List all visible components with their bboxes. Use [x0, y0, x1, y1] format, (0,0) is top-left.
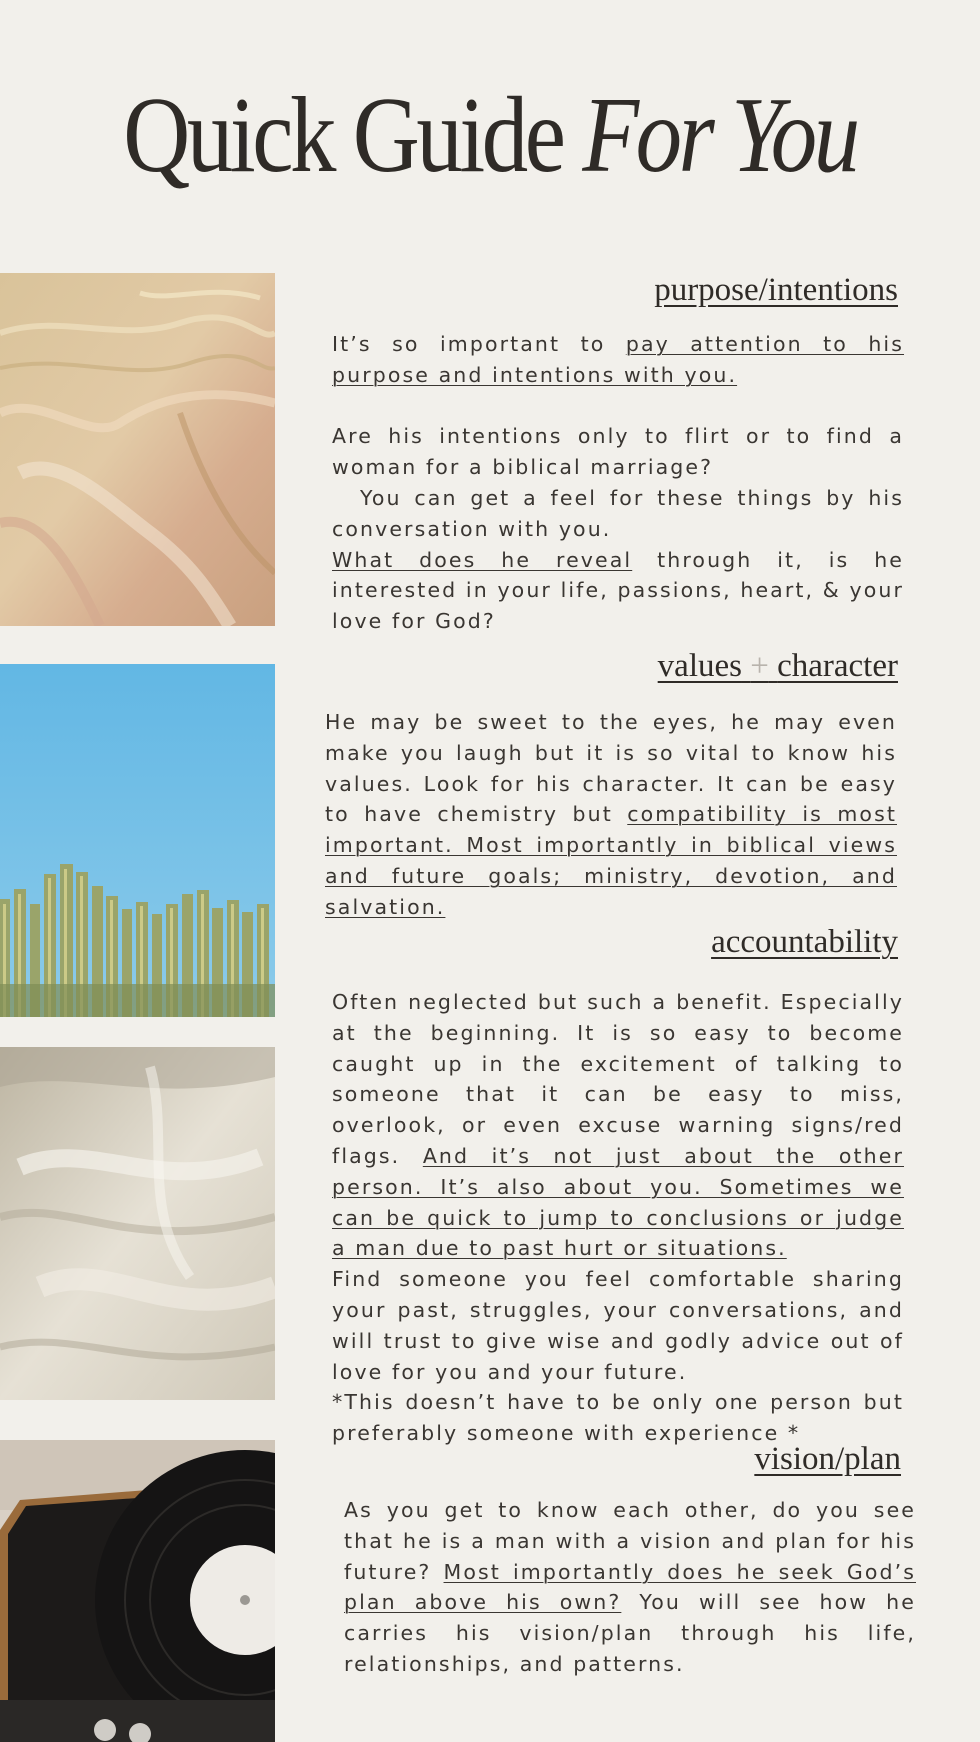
values-character-text: He may be sweet to the eyes, he may even make you laugh but it is so vital to know his values. Look for his character. It can be easy to have chemistry but compatibility is most important. Most importantly in biblical views and future goals; ministry, devotion, and salvation. — [325, 710, 897, 919]
cactus-sky-photo — [0, 664, 275, 1017]
title-main: Quick Guide — [123, 76, 563, 195]
linen-sheets-photo — [0, 1047, 275, 1400]
accountability-text: Often neglected but such a benefit. Especially at the beginning. It is so easy to become caught up in the excitement of talking to someone that it can be easy to miss, overlook, or even excuse warning signs/red flags. And it’s not just about the other person. It’s also about you. Sometimes we can be quick to jump to conclusions or judge a man due to past hurt or situations. Find someone you feel comfortable sharing your past, struggles, your conversations, and will trust to give wise and godly advice out of love for you and your future. *This doesn’t have to be only one person but preferably someone with experience * — [332, 990, 904, 1446]
heading-vision-plan: vision/plan — [754, 1441, 901, 1477]
vision-plan-text: As you get to know each other, do you see that he is a man with a vision and plan for his future? Most importantly does he seek God’s plan above his own? You will see how he carries his vision/plan through his life, relationships, and patterns. — [344, 1498, 916, 1676]
paint-texture-photo — [0, 273, 275, 626]
page-title — [69, 76, 912, 195]
heading-values-character: values + character — [657, 648, 898, 684]
record-player-photo — [0, 1440, 275, 1742]
title-italic: For You — [582, 76, 857, 195]
purpose-intentions-text: It’s so important to pay attention to his purpose and intentions with you. Are his intentions only to flirt or to find a woman for a biblical marriage? You can get a feel for these things by his conversation with you. What does he reveal through it, is he interested in your life, passions, heart, & your love for God? — [332, 332, 905, 634]
heading-accountability: accountability — [711, 924, 898, 960]
heading-purpose-intentions: purpose/intentions — [654, 272, 898, 308]
